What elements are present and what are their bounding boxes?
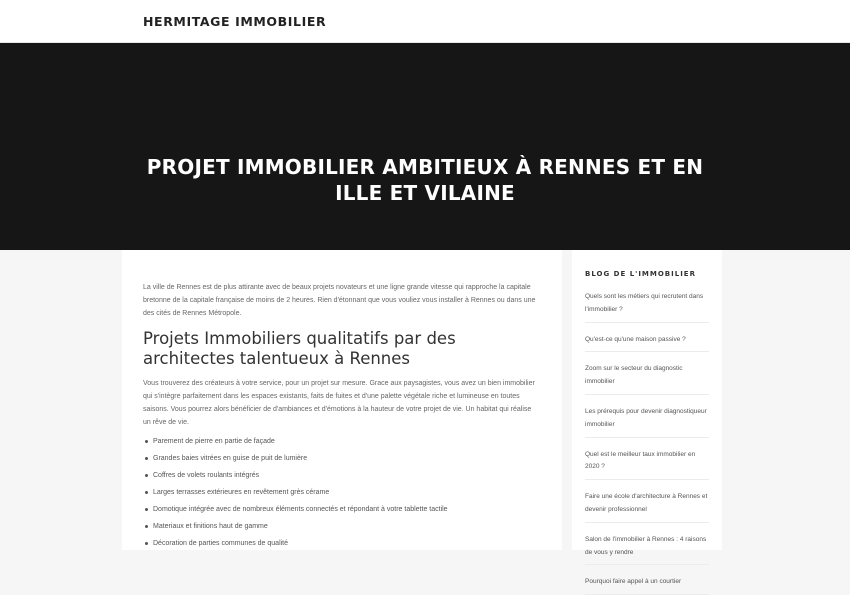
feature-list — [143, 437, 540, 556]
blog-post-item — [585, 403, 709, 438]
blog-post-link[interactable]: Les prérequis pour devenir diagnostiqueur immobilier — [585, 407, 707, 428]
sidebar-title: BLOG DE L'IMMOBILIER — [585, 270, 696, 278]
feature-item: Grandes baies vitrées en guise de puit de lumière — [143, 454, 540, 471]
blog-post-list — [585, 288, 709, 595]
blog-post-item — [585, 360, 709, 395]
site-header — [0, 0, 850, 43]
feature-item: Larges terrasses extérieures en revêtement grès cérame — [143, 488, 540, 505]
article-intro: La ville de Rennes est de plus attirante avec de beaux projets novateurs et une ligne grande vitesse qui rapproche la capitale bretonne de la capitale française de moins de 2 heures. Rien d'étonnant que vous vouliez vous installer à Rennes ou dans une des cités de Rennes Métropole. — [143, 284, 536, 317]
article-paragraph: Vous trouverez des créateurs à votre service, pour un projet sur mesure. Grace aux paysagistes, vous avez un bien immobilier qui s'intègre parfaitement dans les espaces existants, faits de fuites et d'une palette végétale riche et lumineuse en toutes saisons. Vous pourrez alors bénéficier de d'ambiances et d'émotions à la hauteur de votre projet de vie. Un habitat qui réalise un rêve de vie. — [143, 380, 535, 426]
blog-post-link[interactable]: Quels sont les métiers qui recrutent dans l'immobilier ? — [585, 293, 704, 313]
blog-post-item — [585, 531, 709, 566]
page-title: PROJET IMMOBILIER AMBITIEUX À RENNES ET EN ILLE ET VILAINE — [146, 155, 704, 205]
site-logo-link[interactable]: HERMITAGE IMMOBILIER — [143, 14, 327, 29]
blog-post-link[interactable]: Quel est le meilleur taux immobilier en 2020 ? — [585, 450, 696, 471]
blog-post-item — [585, 488, 709, 523]
blog-post-item — [585, 331, 709, 353]
article-heading: Projets Immobiliers qualitatifs par des architectes talentueux à Rennes — [143, 329, 456, 368]
sidebar — [572, 250, 722, 586]
feature-item: Décoration de parties communes de qualité — [143, 539, 540, 556]
blog-post-item — [585, 446, 709, 481]
blog-post-link[interactable]: Faire une école d'architecture à Rennes et devenir professionnel — [585, 493, 708, 513]
blog-post-link[interactable]: Zoom sur le secteur du diagnostic immobilier — [585, 365, 683, 386]
blog-post-link[interactable]: Pourquoi faire appel à un courtier — [585, 578, 682, 586]
blog-post-link[interactable]: Salon de l'immobilier à Rennes : 4 raisons de vous y rendre — [585, 535, 707, 556]
blog-post-item — [585, 288, 709, 323]
blog-post-item — [585, 573, 709, 595]
content-area — [0, 250, 850, 586]
blog-post-link[interactable]: Qu'est-ce qu'une maison passive ? — [585, 335, 686, 343]
feature-item: Parement de pierre en partie de façade — [143, 437, 540, 454]
feature-item: Coffres de volets roulants intégrés — [143, 471, 540, 488]
feature-item: Materiaux et finitions haut de gamme — [143, 522, 540, 539]
hero-banner — [0, 43, 850, 250]
feature-item: Domotique intégrée avec de nombreux éléments connectés et répondant à votre tablette tactile — [143, 505, 540, 522]
article — [122, 250, 562, 550]
